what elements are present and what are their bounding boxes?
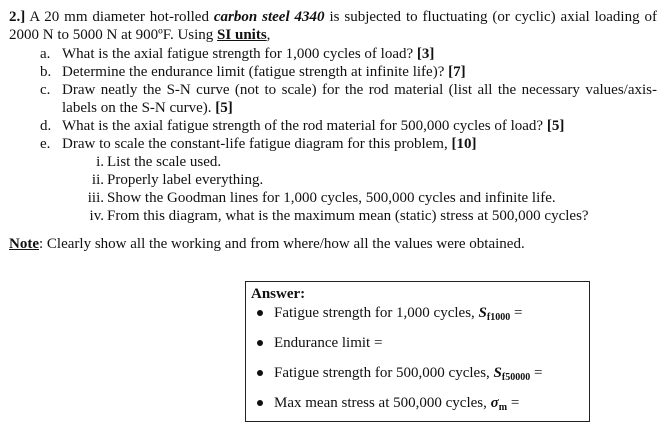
answer-title: Answer: [251,286,306,302]
subpart-text: Properly label everything. [107,172,264,188]
answer-item-fatigue-500000 [251,363,589,393]
subpart-text: List the scale used. [107,154,222,170]
part-b: b. Determine the endurance limit (fatigue strength at infinite life)? [7] [40,64,466,80]
part-points: [5] [546,118,565,134]
part-text: Determine the endurance limit (fatigue strength at infinite life)? [62,64,445,80]
subpart-text: From this diagram, what is the maximum mean (static) stress at 500,000 cycles? [107,208,589,224]
bullet-icon [257,340,263,346]
part-text: Draw neatly the S-N curve (not to scale) for the rod material (list all the necessary values/axis-labels on the S-N curve). [62,82,657,116]
answer-equals: = [533,365,543,381]
subpart-i: i. List the scale used. [96,154,222,170]
answer-text: Fatigue strength for 500,000 cycles, [274,365,490,381]
answer-symbol: $\sigma_m$ [490,395,508,413]
material-name: carbon steel 4340 [213,9,325,25]
part-d: d. What is the axial fatigue strength of the rod material for 500,000 cycles of load? [5] [40,118,565,134]
part-a: a. What is the axial fatigue strength for 1,000 cycles of load? [3] [40,46,435,62]
intro-text-a: A 20 mm diameter hot-rolled [29,9,209,25]
subpart-iii: iii. Show the Goodman lines for 1,000 cycles, 500,000 cycles and infinite life. [87,190,556,206]
part-points: [5] [215,100,233,116]
part-c: c. Draw neatly the S-N curve (not to scale) for the rod material (list all the necessary values/axis-labels on the S-N curve). [5] [40,82,657,116]
bullet-icon [257,310,263,316]
question-parts [9,45,657,153]
units-punct: , [266,27,271,43]
answer-equals: = [510,395,520,411]
bullet-icon [257,400,263,406]
subpart-ii: ii. Properly label everything. [91,172,264,188]
si-units: SI units [217,27,267,43]
note [9,235,657,253]
subpart-iv: iv. From this diagram, what is the maximum mean (static) stress at 500,000 cycles? [89,208,589,224]
part-points: [10] [451,136,477,152]
answer-symbol: $S_{f1000}$ [478,305,511,323]
part-e: e. Draw to scale the constant-life fatigue diagram for this problem, [10] [40,136,477,152]
part-text: What is the axial fatigue strength for 1,000 cycles of load? [62,46,414,62]
answer-item-endurance-limit [251,333,589,363]
problem-statement [9,8,657,253]
note-label: Note [9,236,39,252]
part-text: What is the axial fatigue strength of the rod material for 500,000 cycles of load? [62,118,544,134]
question-number: 2.] [9,9,26,25]
bullet-icon [257,370,263,376]
answer-item-fatigue-1000 [251,303,589,333]
subparts-list [9,153,657,225]
answer-symbol: $S_{f50000}$ [493,365,531,383]
part-text: Draw to scale the constant-life fatigue diagram for this problem, [62,136,448,152]
subpart-text: Show the Goodman lines for 1,000 cycles, 500,000 cycles and infinite life. [107,190,556,206]
answer-text: Fatigue strength for 1,000 cycles, [274,305,475,321]
intro-text-b: is subjected to fluctuating (or cyclic) axial loading of 2000 N to 5000 N at 900ºF. Using [9,9,658,43]
part-points: [7] [448,64,466,80]
answer-item-max-mean-stress [251,393,589,423]
note-text: : Clearly show all the working and from where/how all the values were obtained. [39,236,525,252]
answer-text: Endurance limit = [274,335,383,351]
answer-text: Max mean stress at 500,000 cycles, [274,395,487,411]
question-intro [9,8,657,44]
answer-equals: = [513,305,523,321]
answer-box [245,281,590,422]
part-points: [3] [416,46,435,62]
